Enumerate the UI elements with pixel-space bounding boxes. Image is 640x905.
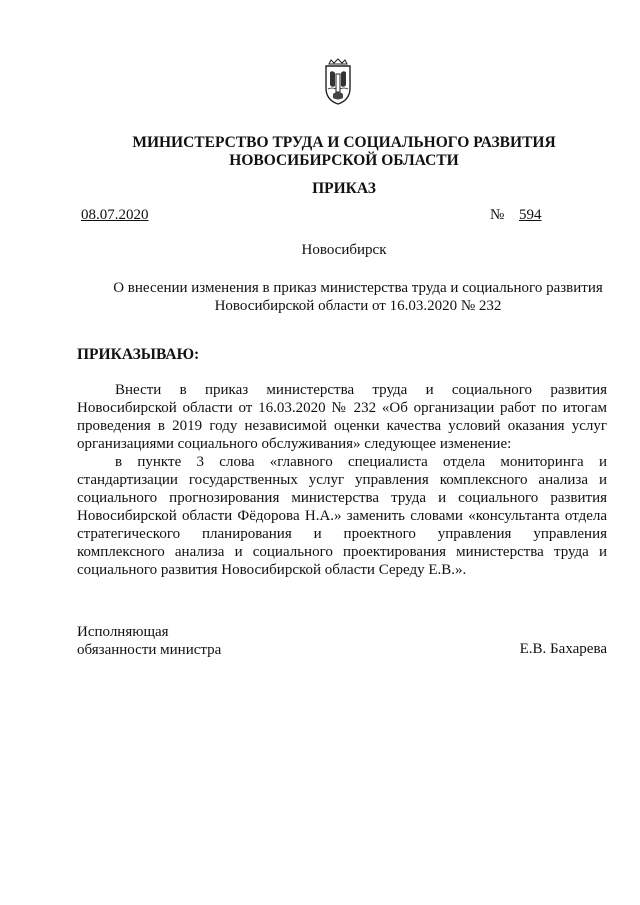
body-paragraph-2: в пункте 3 слова «главного специалиста отдела мониторинга и стандартизации государственных услуг управления комплексного анализа и социального прогнозирования министерства труда и социального развития Новосибирской области Фёдорова Н.А.» заменить словами «консультанта отдела стратегического планирования и проектного управления управления комплексного анализа и социального проектирования министерства труда и социального развития Новосибирской области Середу Е.В.». xyxy=(77,454,607,578)
ministry-title-line1: МИНИСТЕРСТВО ТРУДА И СОЦИАЛЬНОГО РАЗВИТИЯ xyxy=(132,134,556,151)
document-type: ПРИКАЗ xyxy=(312,180,376,197)
coat-of-arms-icon xyxy=(318,58,358,108)
order-number: 594 xyxy=(519,207,542,223)
signatory-position-line2: обязанности министра xyxy=(77,642,222,658)
order-verb: ПРИКАЗЫВАЮ: xyxy=(77,346,200,363)
order-subject: О внесении изменения в приказ министерства труда и социального развития Новосибирской области от 16.03.2020 № 232 xyxy=(113,280,603,314)
order-number-label: № xyxy=(490,207,505,223)
order-date: 08.07.2020 xyxy=(81,207,149,223)
body-paragraph-1: Внести в приказ министерства труда и социального развития Новосибирской области от 16.03.2020 № 232 «Об организации работ по итогам проведения в 2019 году независимой оценки качества условий оказания услуг организациями социального обслуживания» следующее изменение: xyxy=(77,382,607,452)
signatory-position xyxy=(77,623,221,659)
signatory-name: Е.В. Бахарева xyxy=(519,641,607,657)
signatory-position-line1: Исполняющая xyxy=(77,624,169,640)
ministry-title-line2: НОВОСИБИРСКОЙ ОБЛАСТИ xyxy=(229,152,459,169)
city: Новосибирск xyxy=(301,242,387,258)
